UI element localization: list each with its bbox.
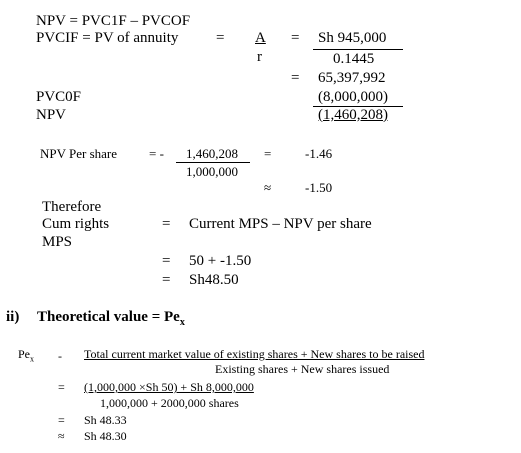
formula-denominator: Existing shares + New shares issued: [215, 362, 390, 376]
npv-label: NPV: [36, 107, 67, 123]
fraction-numerator-a: A: [255, 30, 266, 46]
annuity-amount: Sh 945,000: [318, 30, 387, 46]
cum-rights-step: 50 + -1.50: [189, 253, 252, 269]
fraction-bar: [176, 162, 250, 163]
cum-rights-formula: Current MPS – NPV per share: [189, 216, 372, 232]
per-share-denominator: 1,000,000: [186, 164, 238, 179]
equals-sign: =: [291, 70, 300, 86]
pvcif-equation: PVCIF = PV of annuity: [36, 30, 179, 46]
equals-sign: =: [162, 272, 171, 288]
per-share-value: -1.46: [305, 146, 333, 161]
theoretical-value: Sh 48.33: [84, 413, 127, 427]
cum-rights-label: Cum rights: [42, 216, 110, 232]
discount-rate: 0.1445: [333, 51, 375, 67]
therefore-text: Therefore: [42, 199, 102, 215]
pvc0f-label: PVC0F: [36, 89, 82, 105]
mps-label: MPS: [42, 234, 73, 250]
section-heading: Theoretical value = $Pe_x$: [37, 309, 185, 328]
dash: -: [58, 349, 62, 363]
equals-minus: = -: [149, 146, 164, 161]
pv-result: 65,397,992: [318, 70, 386, 86]
per-share-approx-value: -1.50: [305, 180, 333, 195]
per-share-numerator: 1,460,208: [186, 146, 238, 161]
npv-value: (1,460,208): [318, 107, 388, 123]
equals-sign: =: [216, 30, 225, 46]
fraction-denominator-r: r: [257, 49, 262, 65]
equals-sign: =: [162, 216, 171, 232]
section-number: ii): [6, 309, 20, 325]
equals-sign: =: [162, 253, 171, 269]
equals-sign: =: [58, 380, 65, 394]
formula-numerator: Total current market value of existing shares + New shares to be raised: [84, 347, 425, 361]
npv-equation: NPV = PVC1F – PVCOF: [36, 13, 191, 29]
equals-sign: =: [58, 413, 65, 427]
fraction-bar: [313, 49, 403, 50]
equals-sign: =: [291, 30, 300, 46]
pvc0f-value: (8,000,000): [318, 89, 388, 105]
cum-rights-result: Sh48.50: [189, 272, 239, 288]
pe-symbol: $Pe_x$: [18, 347, 34, 364]
theoretical-approx-value: Sh 48.30: [84, 429, 127, 443]
equals-sign: =: [264, 146, 272, 161]
npv-per-share-label: NPV Per share: [40, 146, 118, 161]
approx-sign: ≈: [264, 180, 272, 195]
approx-sign: ≈: [58, 429, 65, 443]
calc-numerator: (1,000,000 ×Sh 50) + Sh 8,000,000: [84, 380, 254, 394]
calc-denominator: 1,000,000 + 2000,000 shares: [100, 396, 239, 410]
